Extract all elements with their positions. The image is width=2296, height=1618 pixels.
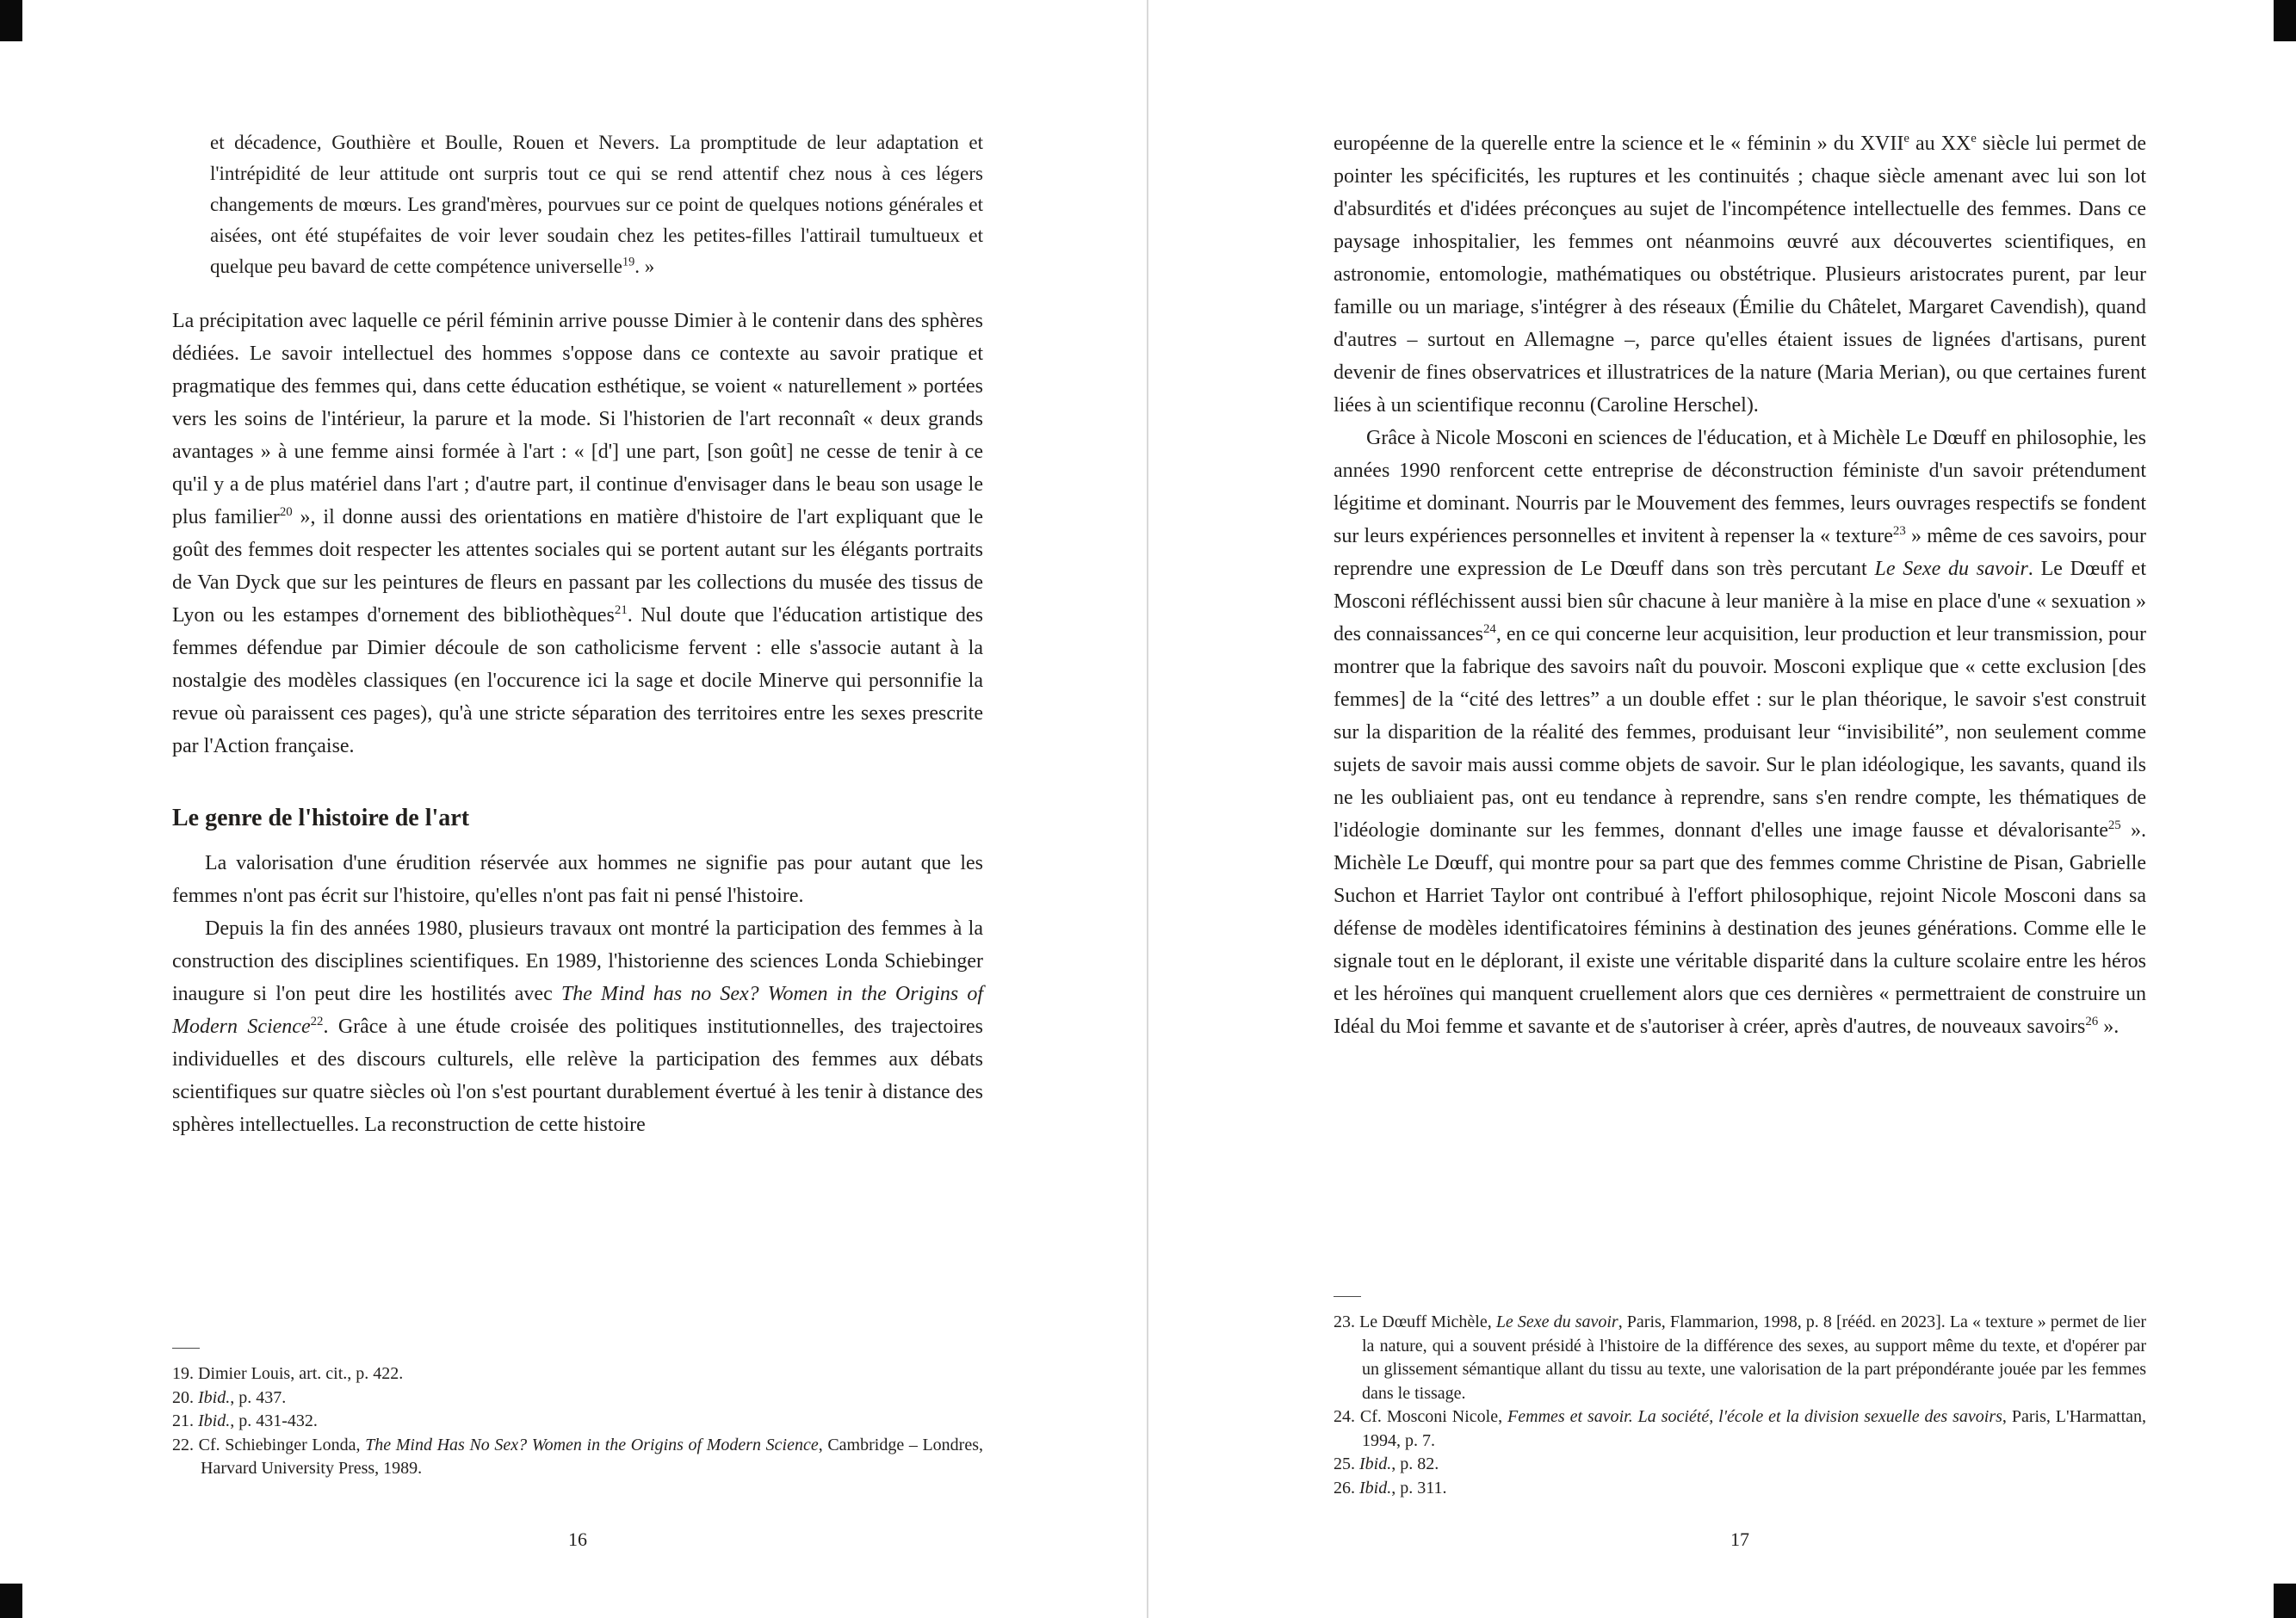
page-number-right: 17 [1730,1528,1749,1550]
corner-mark-top-right [2274,0,2296,41]
page-gutter-divider [1147,0,1148,1618]
page-number-left: 16 [568,1528,587,1550]
body-paragraph: européenne de la querelle entre la science et le « féminin » du XVIIe au XXe siècle lui permet de pointer les spécificités, les ruptures et les continuités ; chaque siècle amenant avec lui son lot d'absurdités et d'idées préconçues au sujet de l'incompétence intellectuelle des femmes. Dans ce paysage inhospitalier, les femmes ont néanmoins œuvré aux découvertes scientifiques, en astronomie, entomologie, mathématiques ou obstétrique. Plusieurs aristocrates purent, par leur famille ou un mariage, s'intégrer à des réseaux (Émilie du Châtelet, Margaret Cavendish), quand d'autres – surtout en Allemagne –, parce qu'elles étaient issues de lignées d'artisans, purent devenir de fines observatrices et illustratrices de la nature (Maria Merian), ou que certaines furent liées à un scientifique reconnu (Caroline Herschel). [1334,132,2146,417]
footnotes-left [172,1348,983,1481]
footnote: 21. Ibid., p. 431-432. [172,1411,318,1430]
body-paragraph: La précipitation avec laquelle ce péril féminin arrive pousse Dimier à le contenir dans des sphères dédiées. Le savoir intellectuel des hommes s'oppose dans ce contexte au savoir pratique et pragmatique des femmes qui, dans cette éducation esthétique, se voient « naturellement » portées vers les soins de l'intérieur, la parure et la mode. Si l'historien de l'art reconnaît « deux grands avantages » à une femme ainsi formée à l'art : « [d'] une part, [son goût] ne cesse de tenir à ce qu'il y a de plus matériel dans l'art ; d'autre part, il continue d'envisager dans le beau son usage le plus familier$^{20}$ », il donne aussi des orientations en matière d'histoire de l'art expliquant que le goût des femmes doit respecter les attentes sociales qui se portent autant sur les élégants portraits de Van Dyck que sur les peintures de fleurs en passant par les collections du musée des tissus de Lyon ou les estampes d'ornement des bibliothèques$^{21}$. Nul doute que l'éducation artistique des femmes défendue par Dimier découle de son catholicisme fervent : elle s'associe autant à la nostalgie des modèles classiques (en l'occurence ici la sage et docile Minerve qui personnifie la revue où paraissent ces pages), qu'à une stricte séparation des territoires entre les sexes prescrite par l'Action française. [172,310,984,757]
body-paragraph: Grâce à Nicole Mosconi en sciences de l'éducation, et à Michèle Le Dœuff en philosophie, les années 1990 renforcent cette entreprise de déconstruction féministe d'un savoir prétendument légitime et dominant. Nourris par le Mouvement des femmes, leurs ouvrages respectifs se fondent sur leurs expériences personnelles et invitent à repenser la « texture$^{23}$ » même de ces savoirs, pour reprendre une expression de Le Dœuff dans son très percutant Le Sexe du savoir. Le Dœuff et Mosconi réfléchissent aussi bien sûr chacune à leur manière à la mise en place d'une « sexuation » des connaissances$^{24}$, en ce qui concerne leur acquisition, leur production et leur transmission, pour montrer que la fabrique des savoirs naît du pouvoir. Mosconi explique que « cette exclusion [des femmes] de la “cité des lettres” a un double effet : sur le plan théorique, le savoir s'est construit sur la disparition de la réalité des femmes, produisant leur “invisibilité”, non seulement comme sujets de savoir mais aussi comme objets de savoir. Sur le plan idéologique, les savants, quand ils ne les oubliaient pas, ont eu tendance à reprendre, sans s'en rendre compte, les thématiques de l'idéologie dominante sur les femmes, donnant d'elles une image fausse et dévalorisante$^{25}$ ». Michèle Le Dœuff, qui montre pour sa part que des femmes comme Christine de Pisan, Gabrielle Suchon et Harriet Taylor ont contribué à l'effort philosophique, rejoint Nicole Mosconi dans sa défense de modèles identificatoires féminins à destination des jeunes générations. Comme elle le signale tout en le déplorant, il existe une véritable disparité dans la culture scolaire entre les héros et les héroïnes qui manquent cruellement alors que ces dernières « permettraient de construire un Idéal du Moi femme et savante et de s'autoriser à créer, après d'autres, de nouveaux savoirs$^{26}$ ». [1334,427,2147,1038]
body-paragraph: La valorisation d'une érudition réservée aux hommes ne signifie pas pour autant que les femmes n'ont pas écrit sur l'histoire, qu'elles n'ont pas fait ni pensé l'histoire. [172,852,983,907]
footnote: 24. Cf. Mosconi Nicole, Femmes et savoir. La société, l'école et la division sexuelle des savoirs, Paris, L'Harmattan, 1994, p. 7. [1334,1407,2146,1450]
footnote: 22. Cf. Schiebinger Londa, The Mind Has No Sex? Women in the Origins of Modern Science, Cambridge – Londres, Harvard University Press, 1989. [172,1435,983,1478]
footnote: 26. Ibid., p. 311. [1334,1478,1447,1498]
footnote: 19. Dimier Louis, art. cit., p. 422. [172,1364,404,1383]
corner-mark-bottom-right [2274,1584,2296,1618]
block-quote: et décadence, Gouthière et Boulle, Rouen et Nevers. La promptitude de leur adaptation et l'intrépidité de leur attitude ont surpris tout ce qui se rend attentif chez nous à ces légers changements de mœurs. Les grand'mères, pourvues sur ce point de quelques notions générales et aisées, ont été stupéfaites de voir lever soudain chez les petites-filles l'attirail tumultueux et quelque peu bavard de cette compétence universelle$^{19}$. » [210,132,983,277]
footnote: 25. Ibid., p. 82. [1334,1454,1439,1473]
footnote: 20. Ibid., p. 437. [172,1387,287,1407]
corner-mark-top-left [0,0,22,41]
corner-mark-bottom-left [0,1584,22,1618]
footnote-separator [172,1348,200,1349]
footnote-separator [1334,1296,1361,1297]
page-left-body [172,127,983,1141]
footnote: 23. Le Dœuff Michèle, Le Sexe du savoir, Paris, Flammarion, 1998, p. 8 [rééd. en 2023]. La « texture » permet de lier la nature, qui a souvent présidé à l'histoire de la différence des sexes, au support même du texte, et d'opérer par un glissement sémantique allant du tissu au texte, une valorisation de la part prépondérante jouée par les femmes dans le tissage. [1334,1312,2147,1403]
footnotes-right [1334,1296,2146,1500]
page-right-body [1334,127,2146,1043]
body-paragraph: Depuis la fin des années 1980, plusieurs travaux ont montré la participation des femmes à la construction des disciplines scientifiques. En 1989, l'historienne des sciences Londa Schiebinger inaugure si l'on peut dire les hostilités avec The Mind has no Sex? Women in the Origins of Modern Science$^{22}$. Grâce à une étude croisée des politiques institutionnelles, des trajectoires individuelles et des discours culturels, elle relève la participation des femmes aux débats scientifiques sur quatre siècles où l'on s'est pourtant durablement évertué à les tenir à distance des sphères intellectuelles. La reconstruction de cette histoire [172,917,983,1136]
section-heading: Le genre de l'histoire de l'art [172,805,470,831]
